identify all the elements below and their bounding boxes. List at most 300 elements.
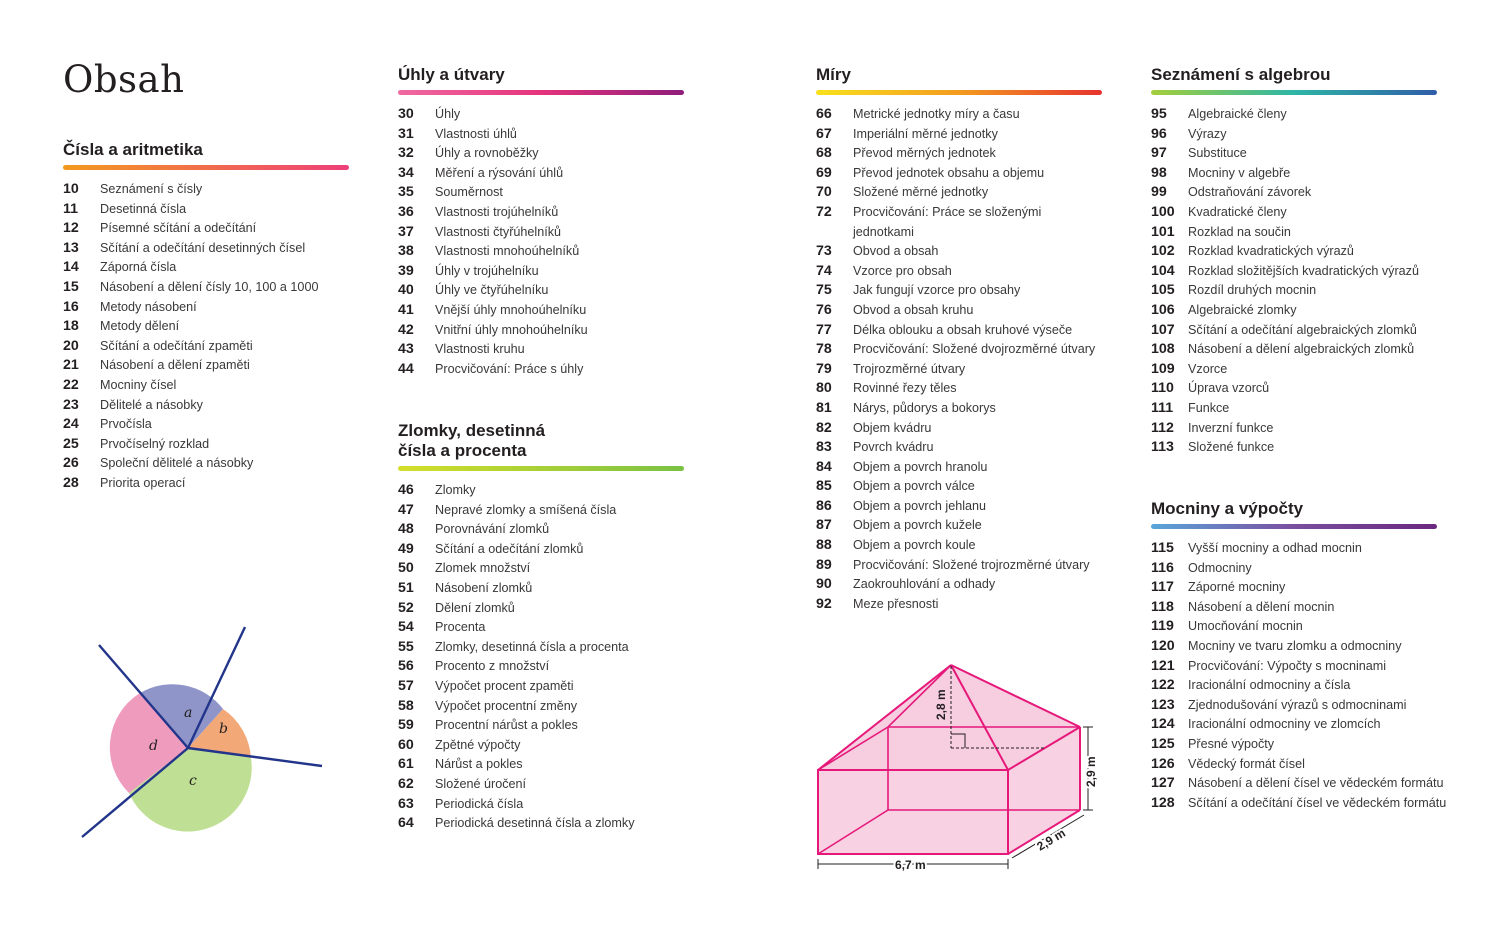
toc-entry[interactable] xyxy=(816,321,1102,341)
toc-entry-label xyxy=(100,474,185,494)
toc-entry[interactable] xyxy=(398,321,684,341)
toc-entry-label xyxy=(853,497,986,517)
toc-entry-label xyxy=(853,516,982,536)
toc-page-number: 14 xyxy=(63,259,79,276)
toc-entry-label-line: Přesné výpočty xyxy=(1188,736,1275,751)
toc-entry[interactable] xyxy=(816,242,1102,262)
toc-entry-label xyxy=(853,105,1020,125)
toc-entry-label-line: Objem a povrch jehlanu xyxy=(853,498,987,513)
toc-page-number: 73 xyxy=(816,243,832,260)
toc-entry[interactable] xyxy=(816,399,1102,419)
toc-page-number: 38 xyxy=(398,243,414,260)
toc-entry-label xyxy=(435,183,503,203)
toc-entry-label-line: Násobení a dělení mocnin xyxy=(1188,599,1335,614)
toc-page-number: 101 xyxy=(1151,223,1175,240)
toc-page-number: 81 xyxy=(816,399,832,416)
toc-entry-label-line: Objem kvádru xyxy=(853,420,932,435)
toc-page-number: 111 xyxy=(1151,399,1174,416)
toc-entry[interactable] xyxy=(1151,794,1447,814)
toc-page-number: 50 xyxy=(398,560,414,577)
toc-entry[interactable] xyxy=(398,599,684,619)
toc-entry-label xyxy=(435,579,532,599)
toc-entry[interactable] xyxy=(1151,321,1437,341)
toc-entry-label-line: Vyšší mocniny a odhad mocnin xyxy=(1188,541,1362,555)
toc-page-number: 126 xyxy=(1151,755,1175,772)
toc-entry-label-line: Odmocniny xyxy=(1188,560,1252,575)
toc-page-number: 36 xyxy=(398,203,414,220)
toc-entry-label-line: Inverzní funkce xyxy=(1188,420,1274,435)
toc-entry-label xyxy=(435,262,539,282)
toc-page-number: 12 xyxy=(63,220,79,237)
toc-entry[interactable] xyxy=(398,340,684,360)
toc-entry-label-line: Obvod a obsah kruhu xyxy=(853,302,974,317)
toc-entry[interactable] xyxy=(816,575,1102,595)
toc-entry-label-line: Rovinné řezy těles xyxy=(853,381,957,396)
toc-entry[interactable] xyxy=(1151,696,1437,716)
toc-page-number: 64 xyxy=(398,815,414,832)
toc-entry-label-line: Souměrnost xyxy=(435,185,503,200)
toc-entry-label-line: Složené funkce xyxy=(1188,440,1275,455)
toc-entry[interactable] xyxy=(63,356,349,376)
toc-entry[interactable] xyxy=(63,474,349,494)
toc-entry-label xyxy=(1188,223,1291,243)
toc-entry[interactable] xyxy=(398,775,684,795)
toc-entry-label xyxy=(100,356,250,376)
toc-entry[interactable] xyxy=(816,105,1102,125)
toc-entry-label xyxy=(100,258,176,278)
toc-entry-label xyxy=(435,281,548,301)
toc-entry[interactable] xyxy=(1151,676,1437,696)
toc-entry[interactable] xyxy=(1151,774,1444,794)
section-title: Zlomky, desetinná čísla a procenta xyxy=(398,421,546,460)
toc-entry-label xyxy=(435,795,523,815)
toc-page-number: 47 xyxy=(398,501,414,518)
toc-entry-label-line: Zlomky xyxy=(435,483,476,497)
toc-entry-label xyxy=(853,536,976,556)
section-rule xyxy=(398,466,684,471)
toc-entry-label-line: Objem a povrch kužele xyxy=(853,518,982,533)
toc-entry-label-line: Záporné mocniny xyxy=(1188,580,1286,595)
toc-entry-label xyxy=(435,144,539,164)
toc-entry[interactable] xyxy=(1151,183,1437,203)
toc-entry-label-line: Metody násobení xyxy=(100,299,197,314)
toc-entry-label-line: Obvod a obsah xyxy=(853,244,939,259)
toc-page-number: 22 xyxy=(63,376,79,393)
toc-page-number: 32 xyxy=(398,145,414,162)
toc-entry-label xyxy=(100,415,152,435)
section-rule xyxy=(1151,90,1437,95)
toc-page-number: 99 xyxy=(1151,184,1167,201)
toc-entry[interactable] xyxy=(816,458,1102,478)
toc-entry[interactable] xyxy=(398,697,684,717)
toc-entry-label xyxy=(435,814,635,834)
toc-entry-label xyxy=(853,340,1095,360)
toc-page-number: 80 xyxy=(816,380,832,397)
toc-entry[interactable] xyxy=(398,125,684,145)
toc-entry[interactable] xyxy=(1151,340,1437,360)
toc-page-number: 44 xyxy=(398,360,414,377)
toc-entry[interactable] xyxy=(398,164,684,184)
toc-entry[interactable] xyxy=(816,340,1102,360)
toc-entry[interactable] xyxy=(398,618,684,638)
toc-entry-label-line: Mocniny ve tvaru zlomku a odmocniny xyxy=(1188,638,1402,653)
toc-entry-label-line: Dělení zlomků xyxy=(435,600,515,615)
toc-entry[interactable] xyxy=(1151,144,1437,164)
toc-entry[interactable] xyxy=(398,716,684,736)
toc-entry[interactable] xyxy=(63,317,349,337)
toc-page-number: 46 xyxy=(398,482,414,498)
toc-entry[interactable] xyxy=(398,657,684,677)
box-fill xyxy=(818,770,1008,854)
toc-entry-label xyxy=(100,435,209,455)
toc-entry-label xyxy=(1188,105,1287,125)
toc-page-number: 127 xyxy=(1151,775,1175,792)
toc-entry[interactable] xyxy=(398,481,684,501)
toc-page-number: 57 xyxy=(398,677,414,694)
toc-entry[interactable] xyxy=(398,203,684,223)
toc-entry[interactable] xyxy=(816,556,1102,576)
toc-entry-label xyxy=(1188,340,1414,360)
toc-entry[interactable] xyxy=(1151,125,1437,145)
toc-entry-label-line: Převod jednotek obsahu a objemu xyxy=(853,165,1045,180)
section-title: Úhly a útvary xyxy=(398,65,505,84)
toc-entry-label-line: Rozklad kvadratických výrazů xyxy=(1188,244,1354,259)
toc-entry[interactable] xyxy=(1151,419,1437,439)
toc-entry-label xyxy=(853,164,1044,184)
section-title: Seznámení s algebrou xyxy=(1151,65,1331,84)
toc-entry-label-line: Rozdíl druhých mocnin xyxy=(1188,283,1317,298)
toc-entry-label xyxy=(853,556,1090,576)
toc-entry[interactable] xyxy=(63,435,349,455)
toc-page-number: 115 xyxy=(1151,540,1174,556)
toc-page-number: 55 xyxy=(398,638,414,655)
toc-entry-label-line: Procvičování: Složené trojrozměrné útvary xyxy=(853,557,1090,572)
toc-entry-label xyxy=(100,298,197,318)
toc-page-number: 92 xyxy=(816,595,832,612)
toc-entry-label xyxy=(435,559,530,579)
toc-entry-label-line: Měření a rýsování úhlů xyxy=(435,165,564,180)
toc-page-number: 48 xyxy=(398,521,414,538)
toc-page-number: 39 xyxy=(398,262,414,279)
toc-entry[interactable] xyxy=(398,281,684,301)
toc-entry-label xyxy=(1188,379,1269,399)
toc-entry[interactable] xyxy=(1151,578,1437,598)
toc-entry-label-line: Iracionální odmocniny a čísla xyxy=(1188,678,1351,693)
toc-entry-label-line: Sčítání a odečítání čísel ve vědeckém formátu xyxy=(1188,795,1447,810)
toc-page-number: 105 xyxy=(1151,282,1175,299)
toc-entry-label xyxy=(100,180,202,200)
toc-entry[interactable] xyxy=(1151,262,1437,282)
toc-page-number: 76 xyxy=(816,301,832,318)
toc-entry-label xyxy=(1188,637,1402,657)
toc-entry-label-line: Výpočet procent zpaměti xyxy=(435,678,574,693)
toc-page-number: 23 xyxy=(63,396,79,413)
toc-entry-label-line: Úhly v trojúhelníku xyxy=(435,263,539,278)
toc-entry[interactable] xyxy=(1151,164,1437,184)
toc-entry[interactable] xyxy=(816,203,1102,242)
toc-entry-label xyxy=(853,379,957,399)
toc-entry-label xyxy=(1188,578,1285,598)
toc-entry-label-line: Seznámení s čísly xyxy=(100,182,203,196)
toc-entry-label xyxy=(435,340,525,360)
toc-entry[interactable] xyxy=(816,438,1102,458)
toc-page-number: 59 xyxy=(398,717,414,734)
toc-entry[interactable] xyxy=(63,298,349,318)
toc-entry-label-line: Převod měrných jednotek xyxy=(853,146,996,161)
section-seznameni-s-algebrou xyxy=(1151,65,1437,458)
toc-entry-label xyxy=(1188,657,1386,677)
toc-entry-label xyxy=(853,595,938,615)
toc-entry-label xyxy=(435,599,515,619)
toc-page-number: 21 xyxy=(63,357,79,374)
toc-entry[interactable] xyxy=(398,677,684,697)
toc-entry[interactable] xyxy=(1151,438,1437,458)
toc-entry-label-line: Výpočet procentní změny xyxy=(435,698,578,713)
toc-page-number: 61 xyxy=(398,756,414,773)
toc-entry[interactable] xyxy=(398,183,684,203)
toc-page-number: 10 xyxy=(63,181,79,197)
toc-page-number: 117 xyxy=(1151,579,1174,596)
toc-entry-label xyxy=(1188,438,1274,458)
toc-entry[interactable] xyxy=(63,396,349,416)
toc-entry[interactable] xyxy=(398,262,684,282)
toc-page-number: 90 xyxy=(816,576,832,593)
toc-entry-label xyxy=(1188,774,1444,794)
entry-list xyxy=(1151,539,1447,813)
toc-entry-label-line: Násobení a dělení algebraických zlomků xyxy=(1188,342,1415,357)
toc-entry[interactable] xyxy=(398,638,684,658)
toc-entry-label-line: Násobení a dělení čísly 10, 100 a 1000 xyxy=(100,279,319,294)
toc-entry-label-line: Vzorce xyxy=(1188,361,1228,376)
toc-page-number: 88 xyxy=(816,537,832,554)
toc-page-number: 125 xyxy=(1151,735,1175,752)
toc-page-number: 26 xyxy=(63,455,79,472)
toc-entry-label xyxy=(100,219,256,239)
toc-page-number: 40 xyxy=(398,282,414,299)
toc-entry-label xyxy=(435,164,563,184)
toc-entry[interactable] xyxy=(816,183,1102,203)
toc-page-number: 49 xyxy=(398,540,414,557)
toc-entry-label-line: Prvočísla xyxy=(100,417,152,432)
toc-entry[interactable] xyxy=(398,105,684,125)
toc-entry-label xyxy=(435,125,517,145)
section-rule xyxy=(816,90,1102,95)
toc-entry-label xyxy=(1188,125,1227,145)
toc-entry[interactable] xyxy=(398,755,684,775)
toc-entry-label-line: Vědecký formát čísel xyxy=(1188,756,1305,771)
toc-entry[interactable] xyxy=(398,736,684,756)
toc-entry[interactable] xyxy=(398,501,684,521)
toc-entry[interactable] xyxy=(816,281,1102,301)
toc-entry[interactable] xyxy=(816,595,1102,615)
toc-entry-label-line: Substituce xyxy=(1188,146,1247,161)
toc-entry-label-line: Desetinná čísla xyxy=(100,201,187,216)
toc-entry[interactable] xyxy=(398,540,684,560)
toc-entry-label-line: Porovnávání zlomků xyxy=(435,522,550,537)
toc-entry-label xyxy=(100,376,176,396)
toc-entry-label xyxy=(435,223,561,243)
toc-page-number: 98 xyxy=(1151,164,1167,181)
toc-page-number: 20 xyxy=(63,337,79,354)
toc-entry-label-line: Úprava vzorců xyxy=(1188,381,1270,396)
toc-entry-label-line: Vlastnosti čtyřúhelníků xyxy=(435,224,561,239)
toc-page-number: 35 xyxy=(398,184,414,201)
toc-entry[interactable] xyxy=(63,454,349,474)
toc-entry-label-line: Násobení a dělení zpaměti xyxy=(100,358,250,373)
toc-entry[interactable] xyxy=(1151,735,1437,755)
toc-entry[interactable] xyxy=(63,180,349,200)
toc-entry[interactable] xyxy=(816,301,1102,321)
toc-entry[interactable] xyxy=(816,497,1102,517)
label-height: 2,8 m xyxy=(934,689,948,720)
toc-entry-label xyxy=(853,203,1041,242)
toc-entry-label xyxy=(435,755,523,775)
toc-entry[interactable] xyxy=(1151,281,1437,301)
toc-entry-label-line: Periodická čísla xyxy=(435,796,524,811)
toc-page-number: 123 xyxy=(1151,696,1175,713)
toc-entry[interactable] xyxy=(63,219,349,239)
toc-entry[interactable] xyxy=(1151,539,1437,559)
toc-entry[interactable] xyxy=(816,262,1102,282)
toc-entry[interactable] xyxy=(398,795,684,815)
toc-entry-label xyxy=(435,203,558,223)
toc-entry-label xyxy=(853,183,988,203)
toc-page-number: 56 xyxy=(398,658,414,675)
toc-page-number: 124 xyxy=(1151,716,1175,733)
toc-entry-label xyxy=(853,575,995,595)
toc-entry-label xyxy=(853,144,996,164)
toc-page-number: 75 xyxy=(816,282,832,299)
toc-entry-label xyxy=(853,438,934,458)
toc-entry[interactable] xyxy=(398,814,684,834)
entry-list xyxy=(398,105,684,379)
toc-entry-label xyxy=(1188,755,1305,775)
toc-page-number: 106 xyxy=(1151,301,1175,318)
toc-entry-label xyxy=(100,454,253,474)
toc-entry-label-line: Rozklad na součin xyxy=(1188,224,1291,239)
section-rule xyxy=(63,165,349,170)
toc-entry[interactable] xyxy=(398,242,684,262)
toc-entry-label-line: Sčítání a odečítání desetinných čísel xyxy=(100,240,306,255)
toc-entry[interactable] xyxy=(1151,598,1437,618)
toc-page-number: 42 xyxy=(398,321,414,338)
toc-entry[interactable] xyxy=(1151,637,1437,657)
toc-entry[interactable] xyxy=(1151,203,1437,223)
toc-entry-label xyxy=(100,278,318,298)
toc-entry[interactable] xyxy=(398,144,684,164)
toc-entry-label-line: Procenta xyxy=(435,620,486,635)
toc-entry-label xyxy=(1188,617,1303,637)
toc-entry[interactable] xyxy=(398,223,684,243)
toc-entry[interactable] xyxy=(1151,223,1437,243)
toc-entry[interactable] xyxy=(63,239,349,259)
toc-entry-label xyxy=(853,458,987,478)
toc-entry[interactable] xyxy=(816,125,1102,145)
toc-entry-label xyxy=(100,396,203,416)
toc-entry[interactable] xyxy=(398,579,684,599)
toc-page-number: 95 xyxy=(1151,106,1167,122)
prism-figure xyxy=(805,655,1105,875)
toc-entry[interactable] xyxy=(1151,559,1437,579)
toc-entry[interactable] xyxy=(816,144,1102,164)
toc-page-number: 107 xyxy=(1151,321,1175,338)
label-c: c xyxy=(189,773,197,789)
toc-entry[interactable] xyxy=(816,360,1102,380)
toc-entry[interactable] xyxy=(816,536,1102,556)
toc-entry[interactable] xyxy=(1151,242,1437,262)
toc-entry[interactable] xyxy=(1151,755,1437,775)
toc-entry-label-line: Kvadratické členy xyxy=(1188,204,1287,219)
toc-page-number: 79 xyxy=(816,360,832,377)
toc-entry-label-line: Prvočíselný rozklad xyxy=(100,436,210,451)
toc-page-number: 119 xyxy=(1151,618,1174,635)
toc-entry[interactable] xyxy=(1151,715,1437,735)
toc-entry[interactable] xyxy=(63,258,349,278)
toc-entry[interactable] xyxy=(398,520,684,540)
toc-entry[interactable] xyxy=(816,164,1102,184)
toc-entry[interactable] xyxy=(816,379,1102,399)
toc-entry-label-line: Odstraňování závorek xyxy=(1188,185,1312,200)
toc-entry[interactable] xyxy=(1151,105,1437,125)
toc-entry[interactable] xyxy=(63,200,349,220)
toc-entry[interactable] xyxy=(1151,360,1437,380)
toc-entry[interactable] xyxy=(398,301,684,321)
toc-entry-label xyxy=(1188,735,1274,755)
toc-entry[interactable] xyxy=(1151,657,1437,677)
toc-entry-label xyxy=(1188,183,1311,203)
toc-entry[interactable] xyxy=(1151,379,1437,399)
circle-regions-figure xyxy=(75,620,335,845)
toc-entry[interactable] xyxy=(1151,399,1437,419)
section-zlomky-desetinna-cisla-a-procenta xyxy=(398,421,684,834)
toc-page-number: 34 xyxy=(398,164,414,181)
toc-entry-label xyxy=(435,736,520,756)
toc-page-number: 63 xyxy=(398,795,414,812)
toc-entry[interactable] xyxy=(63,278,349,298)
toc-entry[interactable] xyxy=(63,415,349,435)
section-title: Mocniny a výpočty xyxy=(1151,499,1304,518)
label-b: b xyxy=(219,721,228,737)
toc-entry[interactable] xyxy=(816,477,1102,497)
toc-entry-label-line: Algebraické členy xyxy=(1188,107,1287,121)
toc-entry-label xyxy=(1188,242,1354,262)
toc-entry[interactable] xyxy=(816,419,1102,439)
toc-entry[interactable] xyxy=(63,376,349,396)
toc-page-number: 60 xyxy=(398,736,414,753)
toc-entry[interactable] xyxy=(63,337,349,357)
entry-list xyxy=(398,481,684,834)
toc-page-number: 82 xyxy=(816,419,832,436)
toc-entry-label xyxy=(435,618,485,638)
toc-entry-label-line: Vnitřní úhly mnohoúhelníku xyxy=(435,322,588,337)
toc-entry-label-line: Zlomky, desetinná čísla a procenta xyxy=(435,639,629,654)
section-rule xyxy=(1151,524,1437,529)
toc-entry-label-line: Rozklad složitějších kvadratických výrazů xyxy=(1188,263,1419,278)
toc-entry-label-line: Zaokrouhlování a odhady xyxy=(853,577,996,592)
toc-entry-label xyxy=(435,301,586,321)
toc-entry[interactable] xyxy=(1151,301,1437,321)
toc-page-number: 72 xyxy=(816,203,832,220)
toc-entry-label-line: Vlastnosti kruhu xyxy=(435,342,525,357)
toc-entry-label xyxy=(853,399,996,419)
toc-entry-label-line: Nárys, půdorys a bokorys xyxy=(853,400,996,415)
toc-entry[interactable] xyxy=(398,559,684,579)
toc-entry[interactable] xyxy=(816,516,1102,536)
toc-entry-label xyxy=(100,200,186,220)
toc-entry[interactable] xyxy=(1151,617,1437,637)
toc-entry-label-line: Sčítání a odečítání zlomků xyxy=(435,541,584,556)
toc-entry[interactable] xyxy=(398,360,684,380)
